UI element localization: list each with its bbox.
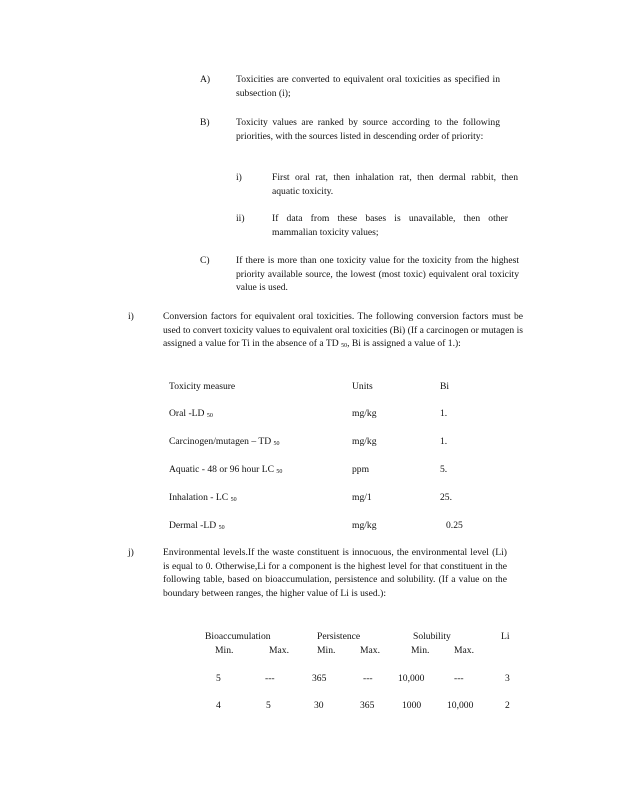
- subitem-marker-i: i): [236, 172, 242, 183]
- section-i-text-post: , Bi is assigned a value of 1.):: [347, 338, 461, 350]
- table-row-bi: 1.: [440, 436, 448, 447]
- table-cell: 365: [360, 700, 375, 711]
- header-solubility: Solubility: [413, 631, 451, 642]
- table-row-units: mg/kg: [352, 520, 377, 531]
- section-j-text: Environmental levels.If the waste constituent is innocuous, the environmental level (Li) is equal to 0. Otherwise,Li for a component is the highest level for that constituent in the following table, based on bioaccumulation, persistence and solubility. (If a value on the boundary between ranges, the higher value of Li is used.):: [163, 547, 507, 599]
- item-b-text: Toxicity values are ranked by source according to the following priorities, with the sources listed in descending order of priority:: [236, 117, 500, 142]
- table-cell: 10,000: [447, 700, 474, 711]
- table-row-units: mg/1: [352, 492, 372, 503]
- item-marker-a: A): [200, 74, 211, 85]
- table-cell: 5: [216, 673, 221, 684]
- header-bioaccumulation: Bioaccumulation: [205, 631, 271, 642]
- table-row-bi: 1.: [440, 408, 448, 419]
- subitem-i-text: First oral rat, then inhalation rat, then dermal rabbit, then aquatic toxicity.: [272, 172, 518, 197]
- table-cell: 365: [312, 673, 327, 684]
- table-cell: ---: [363, 673, 373, 684]
- table-row-measure: Oral -LD 50: [169, 408, 213, 419]
- header-persistence: Persistence: [317, 631, 361, 642]
- table-cell: ---: [454, 673, 464, 684]
- subheader-max: Max.: [360, 645, 380, 656]
- subitem-ii-text: If data from these bases is unavailable, then other mammalian toxicity values;: [272, 213, 508, 238]
- table-row-bi: 25.: [440, 492, 452, 503]
- item-marker-b: B): [200, 117, 210, 128]
- table-row-measure: Dermal -LD 50: [169, 520, 225, 531]
- table-cell: 1000: [402, 700, 422, 711]
- table-row-measure: Carcinogen/mutagen – TD 50: [169, 436, 280, 447]
- table-cell: 4: [216, 700, 221, 711]
- header-bi: Bi: [440, 381, 450, 392]
- header-li: Li: [501, 631, 510, 642]
- table-cell: 30: [314, 700, 324, 711]
- header-toxicity-measure: Toxicity measure: [169, 381, 236, 392]
- subheader-min: Min.: [317, 645, 336, 656]
- header-units: Units: [352, 381, 373, 392]
- section-i-text: [163, 310, 523, 354]
- item-c-text: If there is more than one toxicity value for the toxicity from the highest priority available source, the lowest (most toxic) equivalent oral toxicity value is used.: [236, 255, 519, 294]
- table-cell: 2: [505, 700, 510, 711]
- section-i-text-pre: Conversion factors for equivalent oral toxicities. The following conversion factors must be used to convert toxicity values to equivalent oral toxicities (Bi) (If a carcinogen or mutagen is assigned a value for Ti in the absence of a TD: [163, 311, 523, 350]
- table-cell: ---: [265, 673, 275, 684]
- subheader-min: Min.: [215, 645, 234, 656]
- item-marker-c: C): [200, 255, 210, 266]
- subitem-marker-ii: ii): [236, 213, 245, 224]
- table-row-units: mg/kg: [352, 436, 377, 447]
- item-a-text: Toxicities are converted to equivalent oral toxicities as specified in subsection (i);: [236, 74, 500, 99]
- table-cell: 10,000: [398, 673, 425, 684]
- table-row-bi: 0.25: [446, 520, 463, 531]
- section-i-text-sub: 50: [341, 343, 348, 350]
- table-cell: 3: [505, 673, 510, 684]
- table-row-units: mg/kg: [352, 408, 377, 419]
- section-i-marker: i): [128, 311, 134, 322]
- table-row-units: ppm: [352, 464, 370, 475]
- table-cell: 5: [266, 700, 271, 711]
- subheader-max: Max.: [454, 645, 474, 656]
- section-j-marker: j): [128, 547, 134, 558]
- table-row-measure: Inhalation - LC 50: [169, 492, 237, 503]
- subheader-min: Min.: [411, 645, 430, 656]
- table-row-measure: Aquatic - 48 or 96 hour LC 50: [169, 464, 283, 475]
- subheader-max: Max.: [269, 645, 289, 656]
- table-row-bi: 5.: [440, 464, 448, 475]
